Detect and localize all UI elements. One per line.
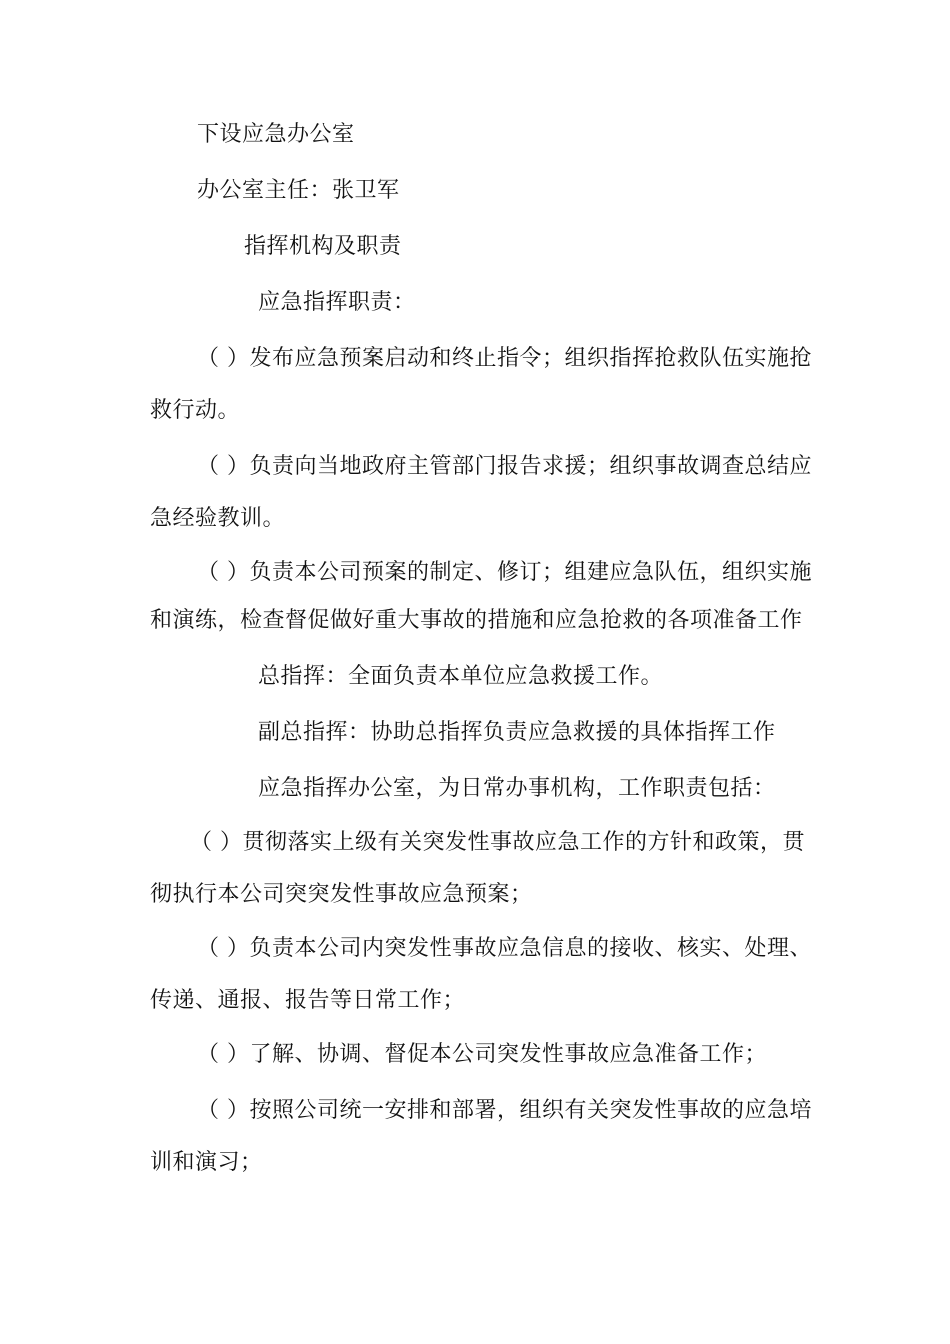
duty-item-1-line-1: （ ）发布应急预案启动和终止指令；组织指挥抢救队伍实施抢 bbox=[197, 346, 812, 371]
section-heading-office: 下设应急办公室 bbox=[197, 122, 355, 147]
office-item-3: （ ）了解、协调、督促本公司突发性事故应急准备工作； bbox=[197, 1042, 767, 1067]
office-item-4-line-2: 训和演习； bbox=[150, 1150, 263, 1175]
office-item-1-line-2: 彻执行本公司突突发性事故应急预案； bbox=[150, 882, 533, 907]
duty-item-1-line-2: 救行动。 bbox=[150, 398, 241, 423]
office-item-1-line-1: （ ）贯彻落实上级有关突发性事故应急工作的方针和政策，贯 bbox=[190, 830, 805, 855]
office-item-2-line-2: 传递、通报、报告等日常工作； bbox=[150, 988, 466, 1013]
duty-item-2-line-1: （ ）负责向当地政府主管部门报告求援；组织事故调查总结应 bbox=[197, 454, 812, 479]
office-director: 办公室主任：张卫军 bbox=[197, 178, 400, 203]
subheading-command-duties: 应急指挥职责： bbox=[258, 290, 416, 315]
duty-item-2-line-2: 急经验教训。 bbox=[150, 506, 286, 531]
deputy-commander: 副总指挥：协助总指挥负责应急救援的具体指挥工作 bbox=[258, 720, 776, 745]
office-item-4-line-1: （ ）按照公司统一安排和部署，组织有关突发性事故的应急培 bbox=[197, 1098, 812, 1123]
commander-in-chief: 总指挥：全面负责本单位应急救援工作。 bbox=[258, 664, 664, 689]
command-office-duties: 应急指挥办公室，为日常办事机构，工作职责包括： bbox=[258, 776, 776, 801]
section-heading-command: 指挥机构及职责 bbox=[244, 234, 402, 259]
duty-item-3-line-1: （ ）负责本公司预案的制定、修订；组建应急队伍，组织实施 bbox=[197, 560, 812, 585]
office-item-2-line-1: （ ）负责本公司内突发性事故应急信息的接收、核实、处理、 bbox=[197, 936, 812, 961]
duty-item-3-line-2: 和演练，检查督促做好重大事故的措施和应急抢救的各项准备工作 bbox=[150, 608, 803, 633]
